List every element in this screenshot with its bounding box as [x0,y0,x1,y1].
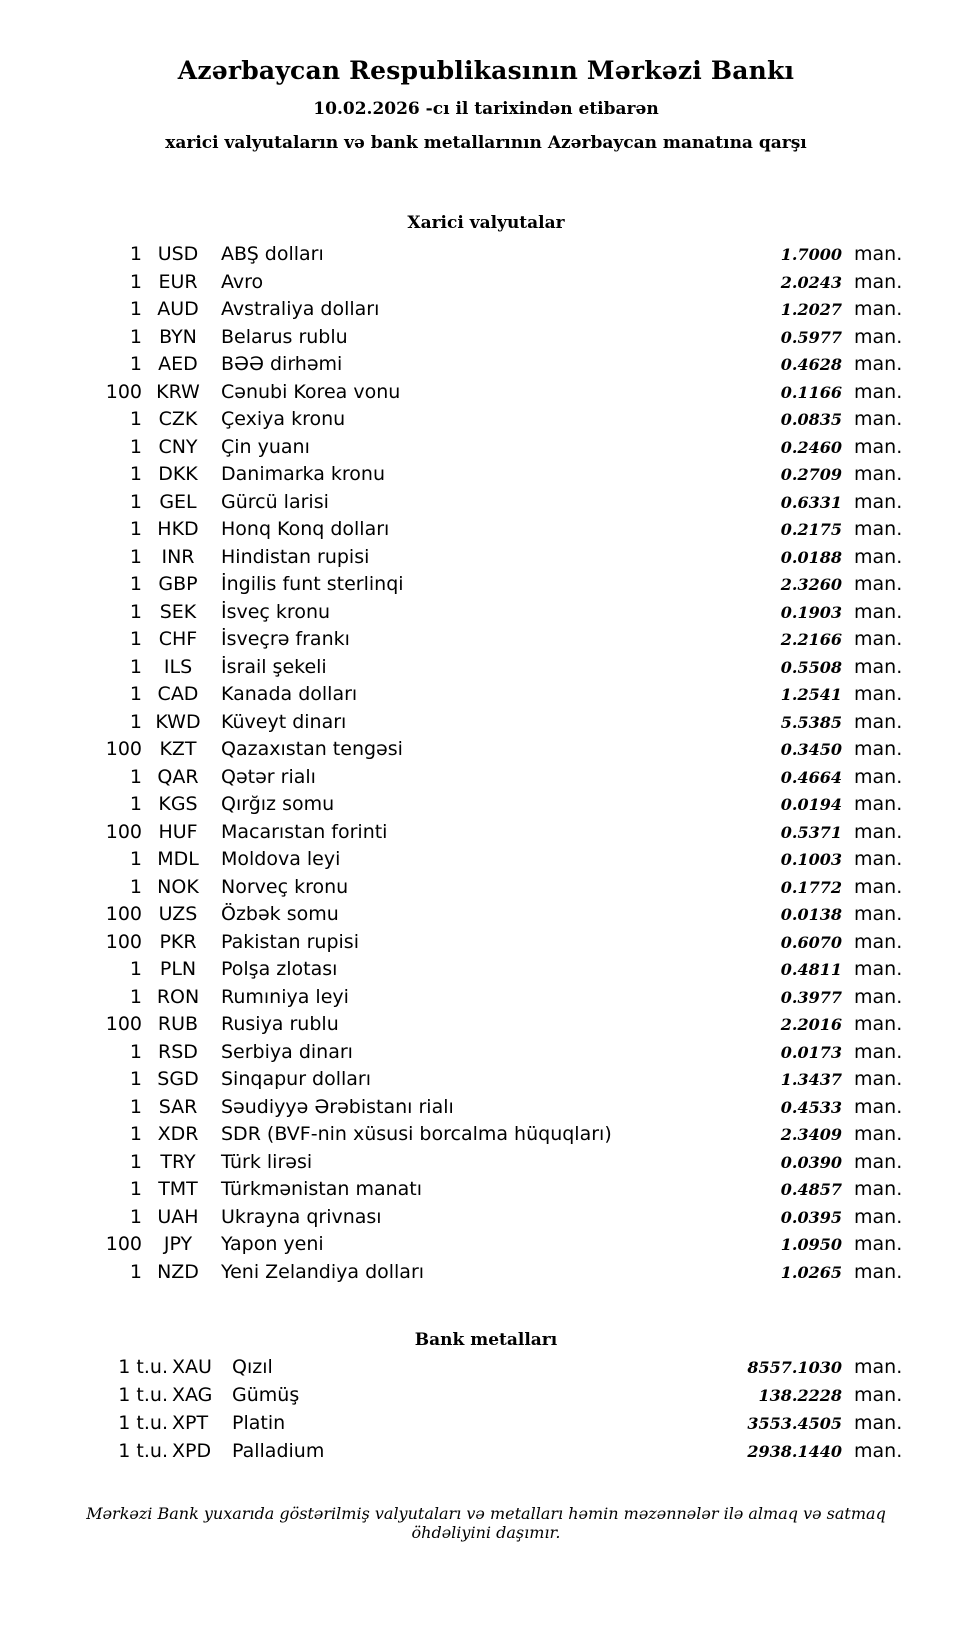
rate-value: 0.0173 [780,1042,842,1062]
rate-value: 1.3437 [780,1070,842,1089]
rate-amount: 1 [129,463,142,485]
rate-value: 1.0950 [780,1235,842,1254]
rate-unit: man. [854,985,903,1008]
rate-value: 8557.1030 [747,1358,842,1377]
table-row [56,738,916,766]
rate-name: Sinqapur dolları [221,1068,372,1090]
rate-currency-code: AED [158,353,198,375]
rate-value: 0.1772 [780,877,842,897]
rate-name: Avro [221,270,264,293]
rate-currency-code: NOK [157,875,199,898]
table-row [56,1233,916,1261]
rate-name: Türkmənistan manatı [221,1178,423,1200]
rate-unit: man. [854,683,903,705]
rate-name: Qazaxıstan tengəsi [221,738,403,760]
rate-amount: 1 [129,1123,142,1145]
table-row [56,931,916,959]
rate-amount: 1 [129,765,142,788]
rate-unit: man. [854,353,903,375]
table-row [56,848,916,876]
rate-currency-code: RON [156,985,200,1008]
rate-currency-code: UZS [158,903,198,925]
rate-name: Honq Konq dolları [221,518,390,540]
rate-amount: 1 [129,655,142,678]
rate-name: İsveçrə frankı [221,628,350,650]
rate-value: 0.0188 [780,547,842,567]
rate-currency-code: AUD [157,298,199,320]
rate-name: BƏƏ dirhəmi [221,353,343,375]
rate-currency-code: JPY [163,1233,193,1255]
rate-currency-code: MDL [157,848,199,870]
table-row [56,903,916,931]
rate-unit: man. [854,958,903,980]
rate-currency-code: PKR [159,930,197,953]
table-row [56,1096,916,1124]
table-row [56,876,916,904]
table-row [56,243,916,271]
rate-value: 0.0194 [780,795,842,814]
rate-unit: man. [854,1205,903,1228]
rate-value: 3553.4505 [747,1414,842,1433]
rate-value: 0.6070 [780,932,842,952]
rate-amount: 1 [129,353,142,375]
rate-unit: man. [854,463,903,485]
rate-name: İsveç kronu [221,600,331,623]
rate-currency-code: UAH [157,1205,199,1228]
table-row [56,381,916,409]
table-row [56,1206,916,1234]
rate-currency-code: GBP [158,573,198,595]
rate-amount: 1 [129,298,142,320]
rate-currency-code: XPD [172,1440,212,1462]
currency-rates-table [56,243,916,1288]
rate-unit: man. [854,270,903,293]
table-row [56,628,916,656]
rate-name: Çin yuanı [221,435,310,458]
table-row [56,1412,916,1440]
table-row [56,711,916,739]
rate-amount: 1 t.u. [118,1356,168,1378]
rate-name: Qətər rialı [221,765,316,788]
rate-value: 0.5508 [780,657,842,677]
rate-amount: 1 [129,490,142,513]
rate-currency-code: CHF [158,628,198,650]
table-row [56,1068,916,1096]
rate-value: 0.5371 [780,822,842,842]
rate-name: Çexiya kronu [221,408,346,430]
rate-value: 0.4664 [780,767,842,787]
rate-name: Platin [232,1412,286,1434]
rate-amount: 100 [105,930,142,953]
rate-name: Rumıniya leyi [221,985,349,1008]
rate-value: 0.3977 [780,987,842,1007]
rate-amount: 1 t.u. [118,1412,168,1434]
rate-currency-code: SAR [158,1095,198,1118]
table-row [56,436,916,464]
rate-amount: 1 [129,683,142,705]
rate-currency-code: CZK [158,408,198,430]
rate-currency-code: GEL [159,490,197,513]
rate-unit: man. [854,325,903,348]
rate-unit: man. [854,765,903,788]
rate-name: Gümüş [232,1384,300,1406]
rate-currency-code: DKK [158,463,198,485]
rate-currency-code: RSD [158,1040,198,1063]
table-row [56,683,916,711]
rate-name: Səudiyyə Ərəbistanı rialı [221,1095,454,1118]
rate-amount: 1 [129,958,142,980]
rate-amount: 1 [129,875,142,898]
rate-name: Türk lirəsi [221,1150,313,1173]
rate-unit: man. [854,738,903,760]
rate-name: Yeni Zelandiya dolları [221,1260,425,1283]
rate-value: 0.2175 [780,520,842,539]
rate-amount: 1 t.u. [118,1384,168,1406]
rate-amount: 1 [129,1068,142,1090]
rate-name: Ukrayna qrivnası [221,1205,382,1228]
table-row [56,601,916,629]
rate-name: Qırğız somu [221,793,335,815]
rate-currency-code: KGS [158,793,198,815]
rate-unit: man. [854,1440,903,1462]
rate-amount: 100 [105,738,142,760]
table-row [56,656,916,684]
rate-amount: 1 [129,600,142,623]
table-row [56,353,916,381]
rate-currency-code: TRY [160,1150,196,1173]
table-row [56,271,916,299]
table-row [56,463,916,491]
rate-amount: 1 [129,710,142,733]
rate-value: 0.4857 [780,1180,842,1199]
rate-value: 0.4811 [780,960,842,979]
rate-name: Küveyt dinarı [221,710,347,733]
rate-unit: man. [854,1412,903,1434]
effective-date-line: 10.02.2026 -cı il tarixindən etibarən [313,99,659,119]
rate-unit: man. [854,1040,903,1063]
table-row [56,408,916,436]
rate-amount: 100 [105,903,142,925]
rate-amount: 1 [129,408,142,430]
section-heading-metals: Bank metalları [414,1330,558,1350]
table-row [56,573,916,601]
section-heading-currencies: Xarici valyutalar [407,213,565,233]
rate-amount: 1 [129,325,142,348]
rate-unit: man. [854,1123,903,1145]
rate-currency-code: HUF [158,820,198,843]
rate-currency-code: HKD [157,518,199,540]
rate-amount: 1 t.u. [118,1440,168,1462]
document-description-line: xarici valyutaların və bank metallarının Azərbaycan manatına qarşı [165,133,807,153]
rate-amount: 1 [129,545,142,568]
rate-value: 1.2541 [780,685,842,704]
rate-name: Palladium [232,1440,325,1462]
rate-name: Norveç kronu [221,875,349,898]
rate-name: İsrail şekeli [221,655,327,678]
rate-currency-code: EUR [158,270,198,293]
rate-value: 0.0395 [780,1207,842,1227]
rate-unit: man. [854,628,903,650]
rate-currency-code: SEK [159,600,197,623]
rate-value: 0.1903 [780,602,842,622]
rate-amount: 100 [105,820,142,843]
rate-unit: man. [854,1068,903,1090]
table-row [56,1384,916,1412]
rate-unit: man. [854,380,903,403]
rate-unit: man. [854,655,903,678]
table-row [56,1261,916,1289]
rate-unit: man. [854,1260,903,1283]
rate-value: 5.5385 [780,712,842,732]
rate-unit: man. [854,573,903,595]
rate-value: 0.2709 [780,465,842,484]
rate-currency-code: QAR [157,765,199,788]
rate-value: 0.0138 [780,905,842,924]
footer-disclaimer: Mərkəzi Bank yuxarıda göstərilmiş valyutaları və metalları həmin məzənnələr ilə almaq və satmaq öhdəliyini daşımır. [86,1504,886,1542]
rate-unit: man. [854,820,903,843]
rate-unit: man. [854,903,903,925]
rate-unit: man. [854,298,903,320]
rate-name: Gürcü larisi [221,490,329,513]
rate-name: Danimarka kronu [221,463,386,485]
table-row [56,958,916,986]
table-row [56,986,916,1014]
rate-currency-code: PLN [159,958,197,980]
rate-value: 0.2460 [780,437,842,457]
rate-amount: 1 [129,848,142,870]
rate-unit: man. [854,1150,903,1173]
rate-value: 1.7000 [780,245,842,264]
rate-name: Hindistan rupisi [221,545,370,568]
rate-value: 2.2166 [780,630,842,649]
rate-amount: 1 [129,793,142,815]
rate-currency-code: XAU [172,1356,212,1378]
table-row [56,298,916,326]
rate-amount: 1 [129,628,142,650]
rate-unit: man. [854,1178,903,1200]
rate-value: 0.3450 [780,740,842,759]
rate-value: 2.3260 [780,575,842,594]
rate-name: Özbək somu [221,903,339,925]
rate-unit: man. [854,435,903,458]
rate-amount: 1 [129,270,142,293]
rate-unit: man. [854,1095,903,1118]
rate-name: Belarus rublu [221,325,348,348]
rate-value: 0.1166 [780,382,842,402]
table-row [56,1123,916,1151]
table-row [56,1013,916,1041]
table-row [56,821,916,849]
rate-name: Polşa zlotası [221,958,338,980]
rate-value: 2.0243 [780,272,842,292]
rate-value: 138.2228 [758,1386,842,1405]
rate-unit: man. [854,1013,903,1035]
table-row [56,491,916,519]
rate-name: Rusiya rublu [221,1013,339,1035]
rate-unit: man. [854,490,903,513]
rate-unit: man. [854,243,903,265]
rate-unit: man. [854,1233,903,1255]
rate-value: 0.5977 [780,327,842,347]
rate-amount: 1 [129,1095,142,1118]
rate-name: Qızıl [232,1356,273,1378]
rate-name: Kanada dolları [221,683,358,705]
rate-value: 1.0265 [780,1262,842,1282]
rate-unit: man. [854,793,903,815]
rate-name: Moldova leyi [221,848,341,870]
rate-currency-code: XDR [157,1123,199,1145]
table-row [56,793,916,821]
rate-currency-code: ILS [163,655,193,678]
rate-currency-code: INR [161,545,195,568]
rate-name: Cənubi Korea vonu [221,380,401,403]
rate-unit: man. [854,848,903,870]
rate-currency-code: KWD [155,710,201,733]
rate-amount: 100 [105,1013,142,1035]
rate-unit: man. [854,408,903,430]
rate-name: Yapon yeni [221,1233,324,1255]
rate-value: 2.2016 [780,1015,842,1034]
rate-amount: 1 [129,435,142,458]
rate-currency-code: CNY [158,435,198,458]
table-row [56,326,916,354]
rate-currency-code: BYN [159,325,197,348]
rate-value: 2938.1440 [747,1442,842,1461]
rate-currency-code: SGD [157,1068,199,1090]
rate-unit: man. [854,1356,903,1378]
table-row [56,1151,916,1179]
rate-unit: man. [854,545,903,568]
rate-value: 0.0390 [780,1152,842,1172]
rate-currency-code: RUB [157,1013,199,1035]
rate-name: Pakistan rupisi [221,930,359,953]
rate-name: Macarıstan forinti [221,820,388,843]
rate-amount: 1 [129,985,142,1008]
rate-name: Avstraliya dolları [221,298,380,320]
metal-rates-table [56,1356,916,1468]
page-title: Azərbaycan Respublikasının Mərkəzi Bankı [177,56,795,85]
rate-value: 0.6331 [780,492,842,512]
rate-unit: man. [854,710,903,733]
table-row [56,766,916,794]
rate-value: 0.4628 [780,355,842,374]
rate-amount: 1 [129,1150,142,1173]
rate-amount: 1 [129,518,142,540]
rate-currency-code: CAD [157,683,199,705]
table-row [56,1178,916,1206]
table-row [56,518,916,546]
rate-currency-code: NZD [157,1260,199,1283]
table-row [56,1440,916,1468]
rate-value: 2.3409 [780,1125,842,1144]
rate-currency-code: TMT [158,1178,198,1200]
rate-name: İngilis funt sterlinqi [221,573,404,595]
rate-currency-code: USD [157,243,199,265]
rate-amount: 1 [129,1205,142,1228]
rate-currency-code: KRW [156,380,200,403]
rate-name: ABŞ dolları [221,243,324,265]
rate-name: SDR (BVF-nin xüsusi borcalma hüquqları) [221,1123,612,1145]
table-row [56,1041,916,1069]
rate-amount: 1 [129,1040,142,1063]
rate-amount: 1 [129,1260,142,1283]
rate-unit: man. [854,518,903,540]
rate-unit: man. [854,875,903,898]
rate-value: 0.4533 [780,1097,842,1117]
rate-unit: man. [854,600,903,623]
rate-currency-code: KZT [159,738,197,760]
rate-currency-code: XAG [172,1384,213,1406]
rate-amount: 1 [129,573,142,595]
rate-unit: man. [854,1384,903,1406]
rate-amount: 1 [129,243,142,265]
rate-value: 1.2027 [780,300,842,319]
rate-currency-code: XPT [172,1412,209,1434]
rate-name: Serbiya dinarı [221,1040,353,1063]
rate-amount: 100 [105,380,142,403]
table-row [56,1356,916,1384]
table-row [56,546,916,574]
rate-unit: man. [854,930,903,953]
rate-amount: 1 [129,1178,142,1200]
rate-amount: 100 [105,1233,142,1255]
rate-value: 0.1003 [780,850,842,869]
rate-value: 0.0835 [780,410,842,429]
